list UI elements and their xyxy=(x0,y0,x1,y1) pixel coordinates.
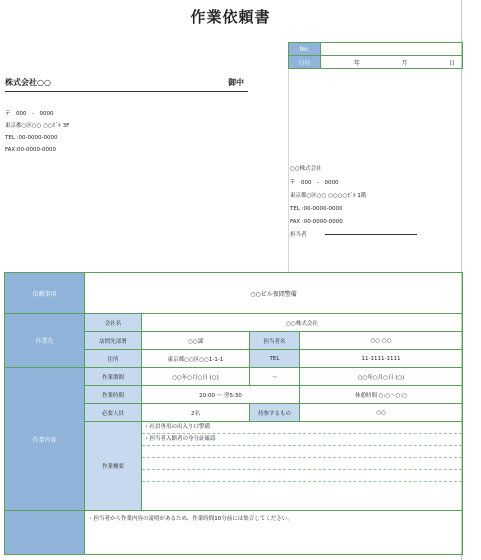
person-label: 担当者名 xyxy=(250,332,300,350)
dept-label: 訪問先部署 xyxy=(85,332,142,350)
customer-fax: FAX:00-0000-0000 xyxy=(5,147,57,153)
period-to: ○○年○月○日 (○) xyxy=(300,368,463,386)
date-field[interactable] xyxy=(321,56,463,69)
summary-line xyxy=(142,470,462,482)
summary-area xyxy=(142,422,463,511)
number-date-box xyxy=(288,42,463,69)
no-label: No. xyxy=(289,43,321,56)
items-label: 持参するもの xyxy=(250,404,300,422)
date-label: 日付 xyxy=(289,56,321,69)
hours-value: 20:00 ～ 翌5:30 xyxy=(142,386,300,404)
address-label: 住所 xyxy=(85,350,142,368)
person-value: ○○ ○○ xyxy=(300,332,463,350)
items-value: ○○ xyxy=(300,404,463,422)
worksite-label: 作業先 xyxy=(5,314,85,368)
month-label: 月 xyxy=(401,59,408,67)
work-table xyxy=(4,272,463,555)
company-postal: 〒 000 - 0000 xyxy=(290,180,339,186)
summary-line xyxy=(142,458,462,470)
request-label: 依頼事項 xyxy=(5,273,85,314)
company-address: 東京都○区○○ ○○○○ﾋﾞﾙ 1階 xyxy=(290,193,367,199)
company-name: ○○株式会社 xyxy=(290,166,322,172)
company-name-value: ○○株式会社 xyxy=(142,314,463,332)
period-from: ○○年○月○日 (○) xyxy=(142,368,250,386)
dept-value: ○○課 xyxy=(142,332,250,350)
period-label: 作業期間 xyxy=(85,368,142,386)
note-line: ・担当者から作業内容の説明があるため、作業時間10分前には集合してください。 xyxy=(85,511,463,555)
tel-label: TEL xyxy=(250,350,300,368)
column-divider xyxy=(288,42,289,272)
document-title: 作業依頼書 xyxy=(190,8,271,26)
company-tel: TEL :00-0000-0000 xyxy=(290,206,343,212)
summary-line xyxy=(142,446,462,458)
address-value: 東京都○○区○○1-1-1 xyxy=(142,350,250,368)
staff-signature-line[interactable] xyxy=(325,234,417,235)
summary-line: ・社員専用の出入り口警備 xyxy=(142,422,462,434)
customer-address: 東京都○区○○ ○○ﾋﾞﾙ 3F xyxy=(5,123,70,129)
summary-label: 作業概要 xyxy=(85,422,142,511)
honorific: 御中 xyxy=(228,78,244,87)
content-label: 作業内容 xyxy=(5,368,85,511)
customer-heading xyxy=(5,75,248,92)
hours-label: 作業時間 xyxy=(85,386,142,404)
day-label: 日 xyxy=(448,59,455,67)
staff-count-value: 2名 xyxy=(142,404,250,422)
company-fax: FAX :00-0000-0000 xyxy=(290,219,343,225)
summary-line: ・担当者入館者の身分証確認 xyxy=(142,434,462,446)
notes-label-cell xyxy=(5,511,85,555)
company-name-label: 会社名 xyxy=(85,314,142,332)
request-value: ○○ビル夜間警備 xyxy=(85,273,463,314)
staff-label: 担当者 xyxy=(290,232,307,238)
break-value: 休憩時間 ○:○～○:○ xyxy=(300,386,463,404)
customer-tel: TEL :00-0000-0000 xyxy=(5,135,58,141)
no-field[interactable] xyxy=(321,43,463,56)
customer-postal: 〒 000 - 0000 xyxy=(5,111,54,117)
staff-count-label: 必要人員 xyxy=(85,404,142,422)
period-separator: ～ xyxy=(250,368,300,386)
company-staff xyxy=(290,229,417,241)
tel-value: 11-1111-1111 xyxy=(300,350,463,368)
year-label: 年 xyxy=(354,59,361,67)
customer-name: 株式会社○○ xyxy=(5,78,51,87)
